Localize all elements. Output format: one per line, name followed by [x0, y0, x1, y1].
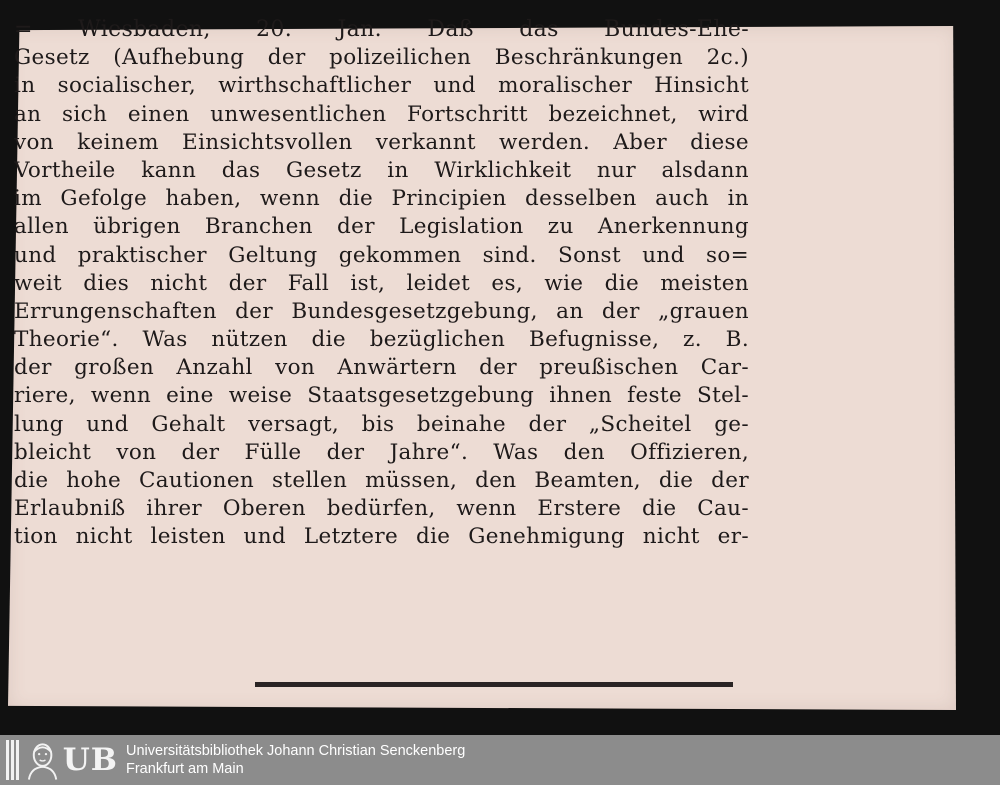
text-line: Errungenschaften der Bundesgesetzgebung, an der „grauen [14, 298, 749, 324]
text-line: weit dies nicht der Fall ist, leidet es, wie die meisten [14, 270, 749, 296]
logo-bars-icon [6, 740, 22, 780]
text-line: riere, wenn eine weise Staatsgesetzgebung ihnen feste Stel- [14, 383, 749, 409]
torn-edge-strip [255, 682, 733, 687]
text-line: Erlaubniß ihrer Oberen bedürfen, wenn Erstere die Cau- [14, 496, 749, 522]
library-footer [0, 735, 1000, 785]
institution-line-1: Universitätsbibliothek Johann Christian Senckenberg [126, 743, 466, 759]
text-line: im Gefolge haben, wenn die Principien desselben auch in [14, 186, 749, 212]
ub-logo [6, 740, 118, 780]
text-line: Vortheile kann das Gesetz in Wirklichkeit nur alsdann [14, 157, 749, 183]
text-line: allen übrigen Branchen der Legislation zu Anerkennung [14, 214, 749, 240]
text-line: an sich einen unwesentlichen Fortschritt bezeichnet, wird [14, 101, 749, 127]
text-line: lung und Gehalt versagt, bis beinahe der „Scheitel ge- [14, 411, 749, 437]
text-line: Gesetz (Aufhebung der polizeilichen Beschränkungen 2c.) [14, 45, 749, 71]
institution-name [126, 742, 465, 778]
text-line: der großen Anzahl von Anwärtern der preußischen Car- [14, 355, 749, 381]
text-line: von keinem Einsichtsvollen verkannt werden. Aber diese [14, 129, 749, 155]
text-line: die hohe Cautionen stellen müssen, den Beamten, die der [14, 468, 749, 493]
text-line: bleicht von der Fülle der Jahre“. Was den Offizieren, [14, 439, 749, 465]
article-text [14, 16, 749, 552]
text-line: = Wiesbaden, 20. Jan. Daß das Bundes-Ehe- [14, 17, 749, 42]
logo-text: UB [62, 742, 118, 778]
text-line: in socialischer, wirthschaftlicher und moralischer Hinsicht [14, 73, 749, 99]
institution-line-2: Frankfurt am Main [126, 761, 244, 777]
text-line: Theorie“. Was nützen die bezüglichen Befugnisse, z. B. [14, 327, 749, 353]
text-line: und praktischer Geltung gekommen sind. Sonst und so= [14, 242, 749, 268]
text-line: tion nicht leisten und Letztere die Genehmigung nicht er- [14, 524, 749, 550]
portrait-icon [24, 740, 61, 780]
